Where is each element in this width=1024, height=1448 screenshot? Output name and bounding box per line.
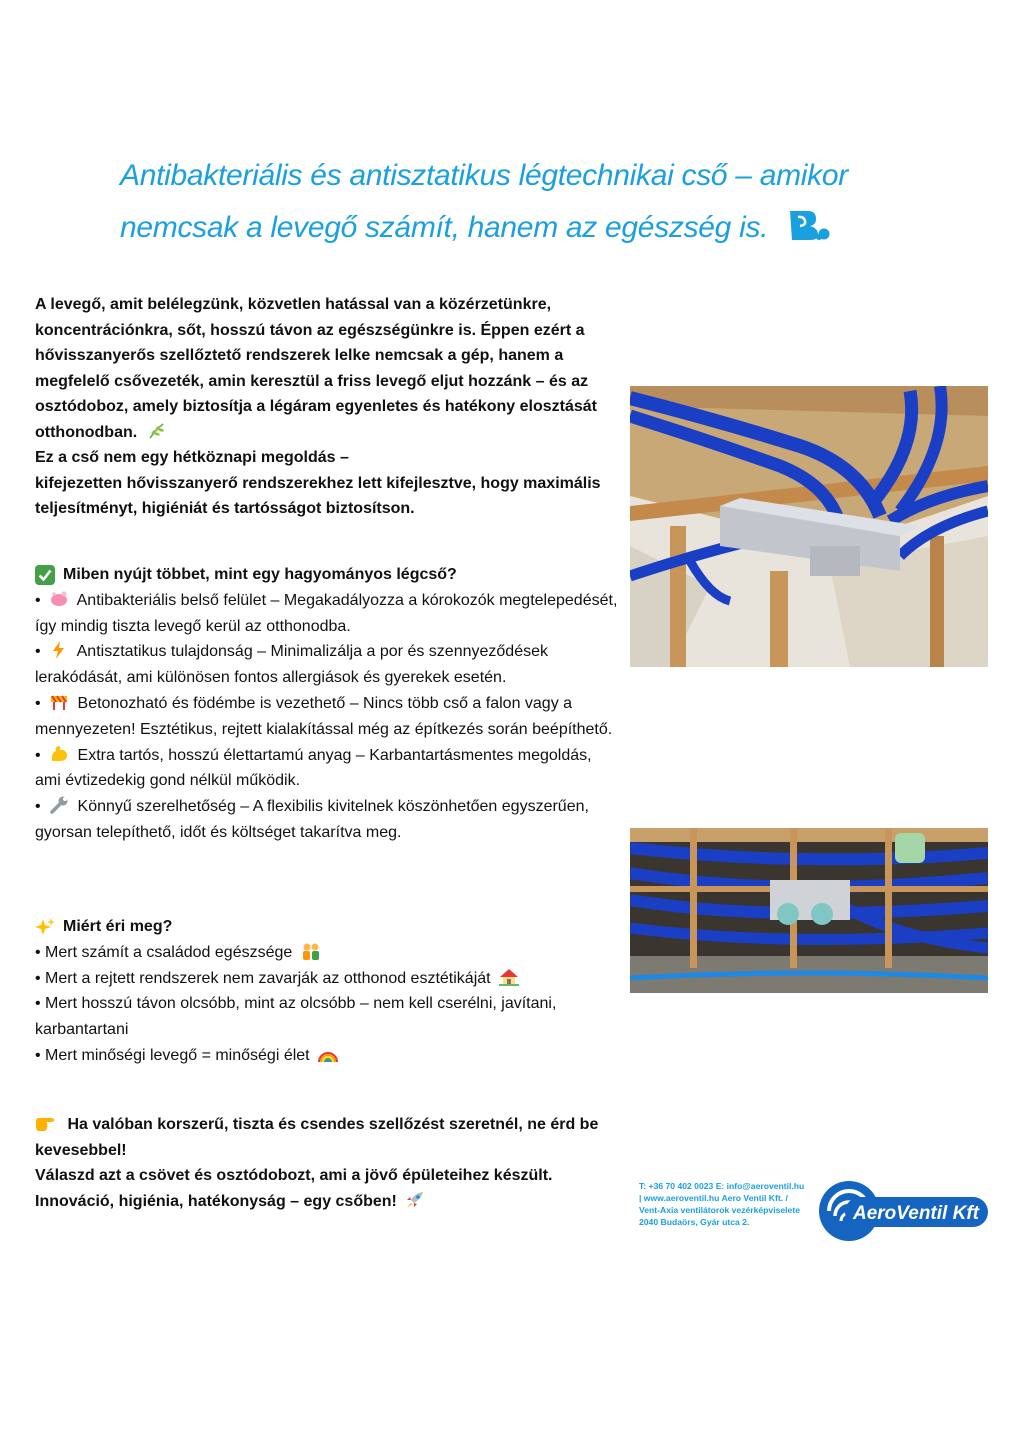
page-title [120, 150, 920, 254]
lightning-icon [49, 641, 69, 659]
reason-item: • Mert a rejtett rendszerek nem zavarják az otthonod esztétikáját [35, 966, 620, 992]
feature-item: • Antibakteriális belső felület – Megakadályozza a kórokozók megtelepedését, így mindig tiszta levegő kerül az otthonodba. [35, 591, 618, 635]
construction-icon [49, 693, 69, 711]
intro-paragraph: A levegő, amit belélegzünk, közvetlen hatással van a közérzetünkre, koncentrációnkra, sőt, hosszú távon az egészségünkre is. Éppen ezért a hővisszanyerős szellőztető rendszerek lelke nemcsak a gép, hanem a megfelelő csővezeték, amin keresztül a friss levegő eljut hozzánk – és az osztódoboz, amely biztosítja a légáram egyenletes és hatékony elosztását otthonodban. [35, 296, 597, 441]
soap-icon [49, 590, 69, 608]
rainbow-icon [318, 1045, 338, 1063]
herb-icon [146, 422, 166, 440]
reason-item: • Mert minőségi levegő = minőségi élet [35, 1043, 620, 1069]
house-icon [499, 968, 519, 986]
pointing-hand-icon [35, 1113, 57, 1133]
cta-line-3: Innováció, higiénia, hatékonyság – egy csőben! [35, 1189, 625, 1215]
check-mark-icon [35, 565, 55, 585]
reason-item: • Mert számít a családod egészsége [35, 940, 620, 966]
contact-info: T: +36 70 402 0023 E: info@aeroventil.hu | www.aeroventil.hu Aero Ventil Kft. / Vent-Axia ventilátorok vezérképviselete 2040 Budaörs, Gyár utca 2. [639, 1181, 805, 1227]
logo-text: AeroVentil Kft [853, 1203, 979, 1224]
cta-line-2: Válaszd azt a csövet és osztódobozt, ami a jövő épületeihez készült. [35, 1167, 553, 1184]
cta-section [35, 1112, 625, 1214]
intro-line-3: kifejezetten hővisszanyerő rendszerekhez lett kifejlesztve, hogy maximális teljesítményt, higiéniát és tartósságot biztosítson. [35, 474, 601, 517]
title-line-1: Antibakteriális és antisztatikus légtechnikai cső – amikor [120, 159, 848, 192]
title-line-2: nemcsak a levegő számít, hanem az egészség is. [120, 211, 769, 244]
muscle-icon [49, 745, 69, 763]
feature-item: • Antisztatikus tulajdonság – Minimalizálja a por és szennyeződések lerakódását, ami különösen fontos allergiások és gyerekek esetén. [35, 643, 548, 687]
wind-face-icon [786, 207, 830, 241]
reason-item: • Mert hosszú távon olcsóbb, mint az olcsóbb – nem kell cserélni, javítani, karbantartani [35, 995, 557, 1039]
duct-installation-photo-2 [630, 828, 988, 993]
reasons-section [35, 914, 620, 1069]
cta-line-1: Ha valóban korszerű, tiszta és csendes szellőzést szeretnél, ne érd be kevesebbel! [35, 1112, 625, 1163]
sparkles-icon [35, 917, 55, 937]
reasons-heading: Miért éri meg? [35, 914, 620, 940]
duct-installation-photo-1 [630, 386, 988, 667]
feature-item: • Betonozható és födémbe is vezethető – Nincs több cső a falon vagy a mennyezeten! Esztétikus, rejtett kialakítással még az építkezés során beépíthető. [35, 694, 613, 738]
rocket-icon [405, 1191, 425, 1209]
family-icon [301, 942, 321, 960]
intro-block [35, 292, 625, 522]
aeroventil-logo [815, 1178, 990, 1244]
intro-line-2: Ez a cső nem egy hétköznapi megoldás – [35, 449, 349, 466]
wrench-icon [49, 796, 69, 814]
features-heading: Miben nyújt többet, mint egy hagyományos légcső? [35, 562, 620, 588]
feature-item: • Extra tartós, hosszú élettartamú anyag – Karbantartásmentes megoldás, ami évtizedekig gond nélkül működik. [35, 746, 592, 790]
feature-item: • Könnyű szerelhetőség – A flexibilis kivitelnek köszönhetően egyszerűen, gyorsan telepíthető, időt és költséget takarítva meg. [35, 798, 589, 841]
features-section [35, 562, 620, 846]
